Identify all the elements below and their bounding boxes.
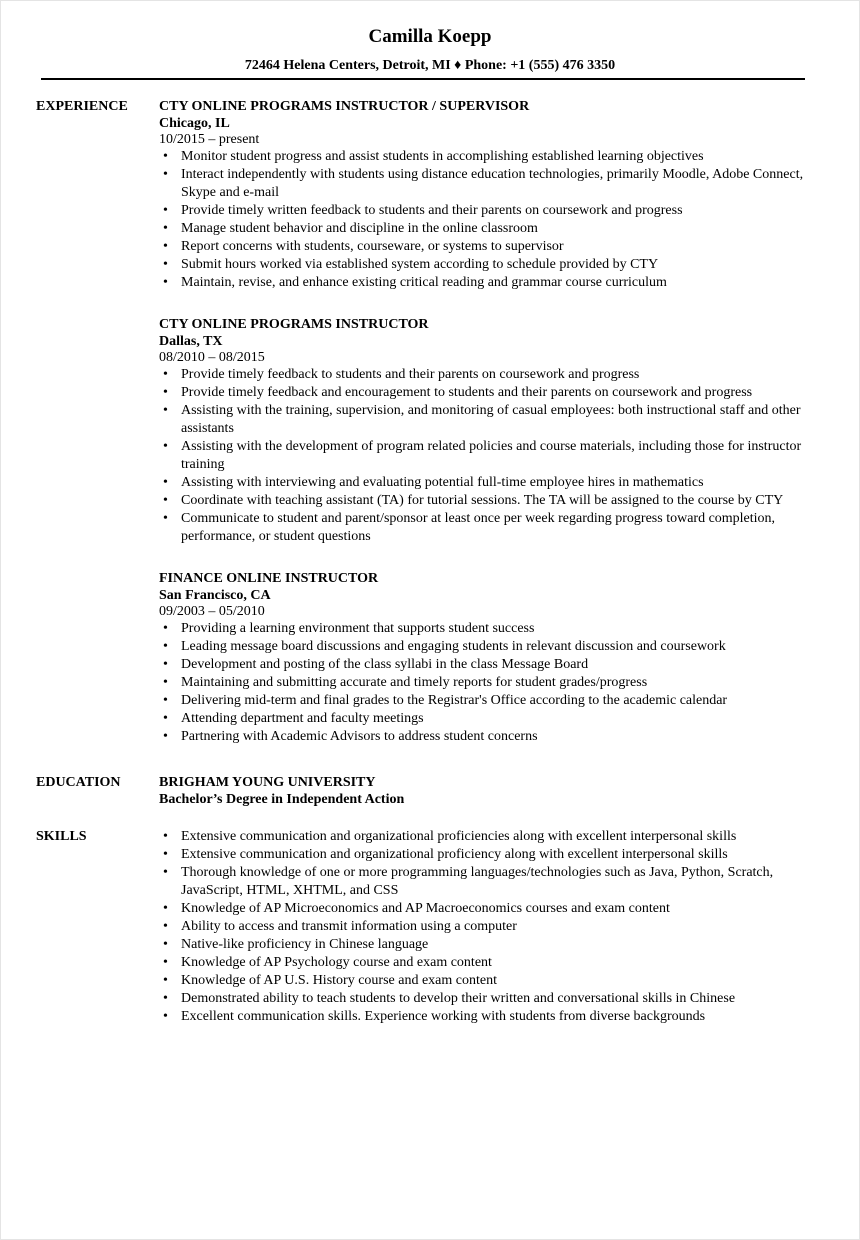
bullet-icon: • xyxy=(163,639,168,654)
job-entry xyxy=(159,316,807,546)
list-item: • Report concerns with students, courseware, or systems to supervisor xyxy=(163,239,564,254)
job-dates: 08/2010 – 08/2015 xyxy=(159,350,265,365)
skills-list xyxy=(159,828,807,1026)
bullet-icon: • xyxy=(163,275,168,290)
contact-line: 72464 Helena Centers, Detroit, MI ♦ Phone: +1 (555) 476 3350 xyxy=(244,58,616,73)
job-entry xyxy=(159,570,807,746)
bullet-icon: • xyxy=(163,385,168,400)
list-item: • Ability to access and transmit information using a computer xyxy=(163,919,517,934)
list-item: • Knowledge of AP Microeconomics and AP Macroeconomics courses and exam content xyxy=(163,901,670,916)
bullet-icon: • xyxy=(163,475,168,490)
job-dates: 09/2003 – 05/2010 xyxy=(159,604,265,619)
bullet-icon: • xyxy=(163,829,168,844)
resume-header xyxy=(1,1,859,75)
list-item: • Maintaining and submitting accurate and timely reports for student grades/progress xyxy=(163,675,648,690)
job-title: CTY ONLINE PROGRAMS INSTRUCTOR / SUPERVISOR xyxy=(159,99,530,114)
bullet-icon: • xyxy=(163,657,168,672)
list-item: • Provide timely written feedback to students and their parents on coursework and progress xyxy=(163,203,683,218)
list-item: • Leading message board discussions and engaging students in relevant discussion and coursework xyxy=(163,639,726,654)
bullet-icon: • xyxy=(163,221,168,236)
list-item: • Attending department and faculty meetings xyxy=(163,711,424,726)
bullet-icon: • xyxy=(163,257,168,272)
list-item: • Knowledge of AP Psychology course and exam content xyxy=(163,955,492,970)
list-item: • Interact independently with students using distance education technologies, primarily Moodle, Adobe Connect, Skype and e-mail xyxy=(163,167,804,200)
list-item: • Assisting with the development of program related policies and course materials, including those for instructor training xyxy=(163,439,802,472)
degree: Bachelor’s Degree in Independent Action xyxy=(159,792,405,807)
bullet-icon: • xyxy=(163,621,168,636)
bullet-icon: • xyxy=(163,167,168,182)
bullet-icon: • xyxy=(163,937,168,952)
list-item: • Provide timely feedback to students and their parents on coursework and progress xyxy=(163,367,640,382)
education-heading: EDUCATION xyxy=(36,775,121,790)
list-item: • Delivering mid-term and final grades to the Registrar's Office according to the academic calendar xyxy=(163,693,728,708)
list-item: • Extensive communication and organizational proficiencies along with excellent interpersonal skills xyxy=(163,829,737,844)
bullet-icon: • xyxy=(163,711,168,726)
bullet-icon: • xyxy=(163,955,168,970)
list-item: • Assisting with the training, supervision, and monitoring of casual employees: both instructional staff and other assistants xyxy=(163,403,801,436)
list-item: • Native-like proficiency in Chinese language xyxy=(163,937,429,952)
job-bullets xyxy=(159,620,807,746)
list-item: • Assisting with interviewing and evaluating potential full-time employee hires in mathematics xyxy=(163,475,704,490)
bullet-icon: • xyxy=(163,149,168,164)
list-item: • Submit hours worked via established system according to schedule provided by CTY xyxy=(163,257,659,272)
list-item: • Communicate to student and parent/sponsor at least once per week regarding progress toward completion, performance, or student questions xyxy=(163,511,776,544)
header-divider xyxy=(41,78,805,80)
job-dates: 10/2015 – present xyxy=(159,132,260,147)
experience-section xyxy=(1,98,859,746)
list-item: • Provide timely feedback and encouragement to students and their parents on coursework and progress xyxy=(163,385,753,400)
bullet-icon: • xyxy=(163,511,168,526)
list-item: • Thorough knowledge of one or more programming languages/technologies such as Java, Python, Scratch, JavaScript, HTML, XHTML, and CSS xyxy=(163,865,774,898)
list-item: • Demonstrated ability to teach students to develop their written and conversational skills in Chinese xyxy=(163,991,736,1006)
list-item: • Partnering with Academic Advisors to address student concerns xyxy=(163,729,538,744)
list-item: • Providing a learning environment that supports student success xyxy=(163,621,535,636)
bullet-icon: • xyxy=(163,729,168,744)
school-name: BRIGHAM YOUNG UNIVERSITY xyxy=(159,775,376,790)
bullet-icon: • xyxy=(163,919,168,934)
job-entry xyxy=(159,98,807,292)
list-item: • Knowledge of AP U.S. History course and exam content xyxy=(163,973,497,988)
bullet-icon: • xyxy=(163,991,168,1006)
list-item: • Excellent communication skills. Experience working with students from diverse backgrounds xyxy=(163,1009,706,1024)
bullet-icon: • xyxy=(163,439,168,454)
job-location: Chicago, IL xyxy=(159,116,230,131)
bullet-icon: • xyxy=(163,847,168,862)
skills-heading: SKILLS xyxy=(36,829,87,844)
list-item: • Maintain, revise, and enhance existing critical reading and grammar course curriculum xyxy=(163,275,667,290)
bullet-icon: • xyxy=(163,239,168,254)
bullet-icon: • xyxy=(163,403,168,418)
bullet-icon: • xyxy=(163,493,168,508)
bullet-icon: • xyxy=(163,973,168,988)
list-item: • Manage student behavior and discipline in the online classroom xyxy=(163,221,538,236)
job-bullets xyxy=(159,366,807,546)
job-title: FINANCE ONLINE INSTRUCTOR xyxy=(159,571,379,586)
bullet-icon: • xyxy=(163,1009,168,1024)
job-location: San Francisco, CA xyxy=(159,588,271,603)
education-section xyxy=(1,774,859,808)
bullet-icon: • xyxy=(163,901,168,916)
job-location: Dallas, TX xyxy=(159,334,223,349)
bullet-icon: • xyxy=(163,675,168,690)
list-item: • Coordinate with teaching assistant (TA) for tutorial sessions. The TA will be assigned to the course by CTY xyxy=(163,493,784,508)
list-item: • Extensive communication and organizational proficiency along with excellent interpersonal skills xyxy=(163,847,728,862)
list-item: • Development and posting of the class syllabi in the class Message Board xyxy=(163,657,589,672)
bullet-icon: • xyxy=(163,367,168,382)
list-item: • Monitor student progress and assist students in accomplishing established learning objectives xyxy=(163,149,704,164)
bullet-icon: • xyxy=(163,203,168,218)
candidate-name: Camilla Koepp xyxy=(368,26,492,47)
bullet-icon: • xyxy=(163,865,168,880)
skills-section xyxy=(1,828,859,1026)
bullet-icon: • xyxy=(163,693,168,708)
experience-heading: EXPERIENCE xyxy=(36,99,128,114)
job-bullets xyxy=(159,148,807,292)
job-title: CTY ONLINE PROGRAMS INSTRUCTOR xyxy=(159,317,429,332)
